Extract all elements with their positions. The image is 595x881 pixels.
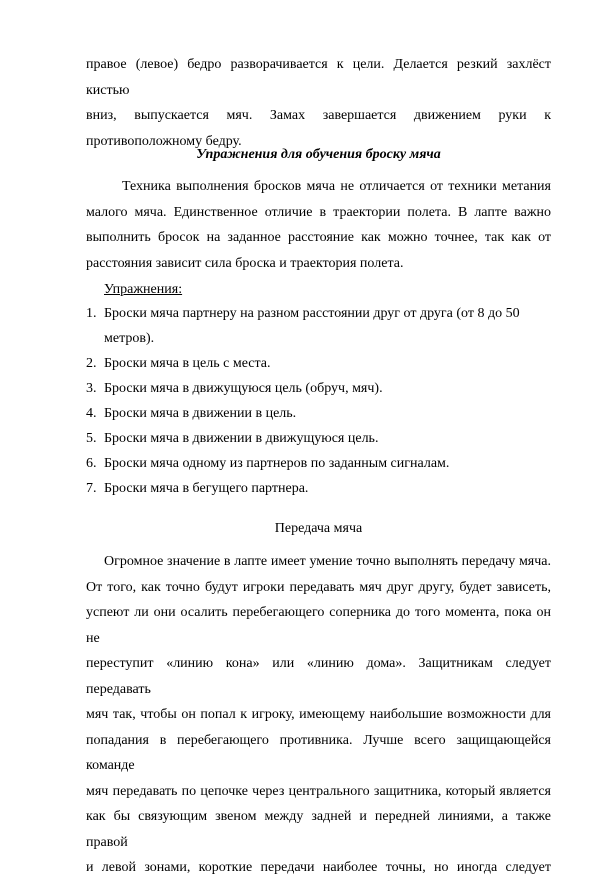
text-line: переступит «линию кона» или «линию дома». Защитникам следует передавать [86, 656, 551, 697]
list-item [86, 426, 551, 451]
list-item [86, 401, 551, 426]
text-line: противоположному бедру. [86, 133, 242, 149]
exercises-list [86, 301, 551, 501]
list-item [86, 451, 551, 476]
list-item-number: 3. [86, 381, 97, 396]
list-item [86, 476, 551, 501]
text-line: расстояния зависит сила броска и траектория полета. [86, 255, 404, 271]
list-item [86, 301, 551, 351]
list-item-text: Броски мяча в бегущего партнера. [104, 481, 309, 496]
list-item-number: 1. [86, 306, 97, 321]
text-line: и левой зонами, короткие передачи наиболее точны, но иногда следует [86, 860, 551, 875]
section-heading-exercises: Упражнения для обучения броску мяча [196, 147, 441, 162]
list-item-text: Броски мяча в движущуюся цель (обруч, мяч). [104, 381, 383, 396]
text-line: попадания в перебегающего противника. Лучше всего защищающейся команде [86, 732, 551, 773]
list-item-number: 5. [86, 431, 97, 446]
list-item-number: 6. [86, 456, 97, 471]
text-line: малого мяча. Единственное отличие в траектории полета. В лапте важно [86, 204, 551, 220]
exercises-list-title: Упражнения: [104, 282, 183, 297]
list-item-number: 2. [86, 356, 97, 371]
text-line: Огромное значение в лапте имеет умение точно выполнять передачу мяча. [104, 554, 551, 569]
text-line: успеют ли они осалить перебегающего соперника до того момента, пока он не [86, 605, 551, 646]
list-item-number: 4. [86, 406, 97, 421]
paragraph-technique [86, 174, 551, 276]
paragraph-pass [86, 549, 551, 881]
text-line: Техника выполнения бросков мяча не отличается от техники метания [122, 179, 551, 194]
text-line: выполнить бросок на заданное расстояние как можно точнее, так как от [86, 230, 551, 245]
text-line: От того, как точно будут игроки передавать мяч друг другу, будет зависеть, [86, 579, 551, 595]
text-line: вниз, выпускается мяч. Замах завершается движением руки к [86, 108, 551, 123]
section-heading-pass: Передача мяча [274, 521, 363, 536]
list-item-text-continued: метров). [104, 331, 155, 346]
list-item [86, 376, 551, 401]
list-item [86, 351, 551, 376]
list-item-text: Броски мяча в цель с места. [104, 356, 271, 371]
list-item-text: Броски мяча партнеру на разном расстоянии друг от друга (от 8 до 50 [104, 306, 520, 321]
text-line: правое (левое) бедро разворачивается к цели. Делается резкий захлёст кистью [86, 57, 551, 98]
text-line: мяч так, чтобы он попал к игроку, имеющему наибольшие возможности для [86, 707, 551, 722]
list-item-text: Броски мяча в движении в движущуюся цель. [104, 431, 379, 446]
text-line: мяч передавать по цепочке через центрального защитника, который является [86, 783, 551, 799]
paragraph-throw-technique-end [86, 52, 551, 154]
list-item-text: Броски мяча одному из партнеров по заданным сигналам. [104, 456, 450, 471]
list-item-text: Броски мяча в движении в цель. [104, 406, 297, 421]
text-line: как бы связующим звеном между задней и передней линиями, а также правой [86, 809, 551, 850]
list-item-number: 7. [86, 481, 97, 496]
